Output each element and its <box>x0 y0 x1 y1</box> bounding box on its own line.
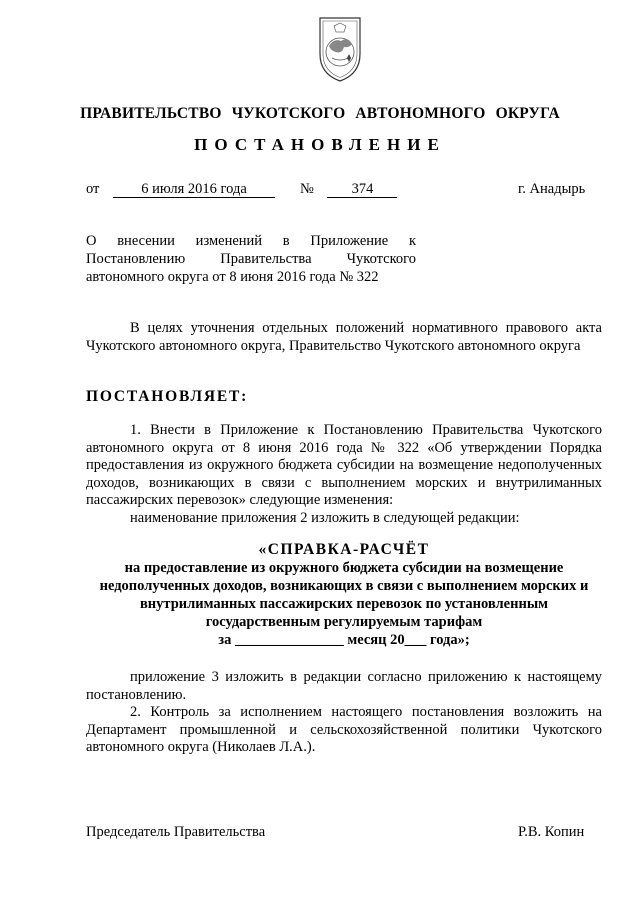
preamble-block <box>86 320 602 355</box>
subject-line: Постановлению Правительства Чукотского <box>86 251 416 267</box>
number-label: № <box>300 181 314 197</box>
item-1-block <box>86 422 602 527</box>
inset-line: государственным регулируемым тарифам <box>205 614 483 630</box>
item-1: 1. Внести в Приложение к Постановлению Правительства Чукотского автономного округа от 8 июня 2016 года № 322 «Об утверждении Порядка предоставления из окружного бюджета субсидии на возмещение недополученных доходов, возникающих в связи с выполнением морских и внутрилиманных пассажирских перевозок» следующие изменения: <box>86 422 602 508</box>
number-row <box>300 180 397 198</box>
signature-position: Председатель Правительства <box>86 824 266 840</box>
inset-title: «СПРАВКА-РАСЧЁТ <box>258 541 430 558</box>
item-1-appendix-3: приложение 3 изложить в редакции согласно приложению к настоящему постановлению. <box>86 669 602 703</box>
preamble: В целях уточнения отдельных положений нормативного правового акта Чукотского автономного округа, Правительство Чукотского автономного округа <box>86 320 602 354</box>
from-label: от <box>86 181 100 197</box>
document-date: 6 июля 2016 года <box>113 180 275 198</box>
subject-line: О внесении изменений в Приложение к <box>86 233 416 249</box>
date-row <box>86 180 275 198</box>
inset-line: недополученных доходов, возникающих в связи с выполнением морских и <box>99 578 589 594</box>
signature-name: Р.В. Копин <box>518 824 585 840</box>
document-number: 374 <box>327 180 397 198</box>
coat-of-arms-emblem-icon <box>314 14 366 84</box>
inset-line: за _______________ месяц 20___ года»; <box>218 632 470 648</box>
government-heading: ПРАВИТЕЛЬСТВО ЧУКОТСКОГО АВТОНОМНОГО ОКРУГА <box>80 105 560 122</box>
inset-title-block <box>86 541 602 649</box>
subject-line: автономного округа от 8 июня 2016 года № 322 <box>86 269 379 285</box>
subject-block <box>86 232 416 286</box>
resolves-heading: ПОСТАНОВЛЯЕТ: <box>86 388 249 405</box>
item-1-subitem: наименование приложения 2 изложить в следующей редакции: <box>130 509 520 526</box>
inset-line: внутрилиманных пассажирских перевозок по установленным <box>139 596 549 612</box>
inset-line: на предоставление из окружного бюджета субсидии на возмещение <box>124 560 564 576</box>
item-1-continuation <box>86 669 602 757</box>
item-2: 2. Контроль за исполнением настоящего постановления возложить на Департамент промышленной и сельскохозяйственной политики Чукотского автономного округа (Николаев Л.А.). <box>86 704 602 755</box>
city: г. Анадырь <box>518 181 586 197</box>
document-type-heading: ПОСТАНОВЛЕНИЕ <box>194 135 446 154</box>
